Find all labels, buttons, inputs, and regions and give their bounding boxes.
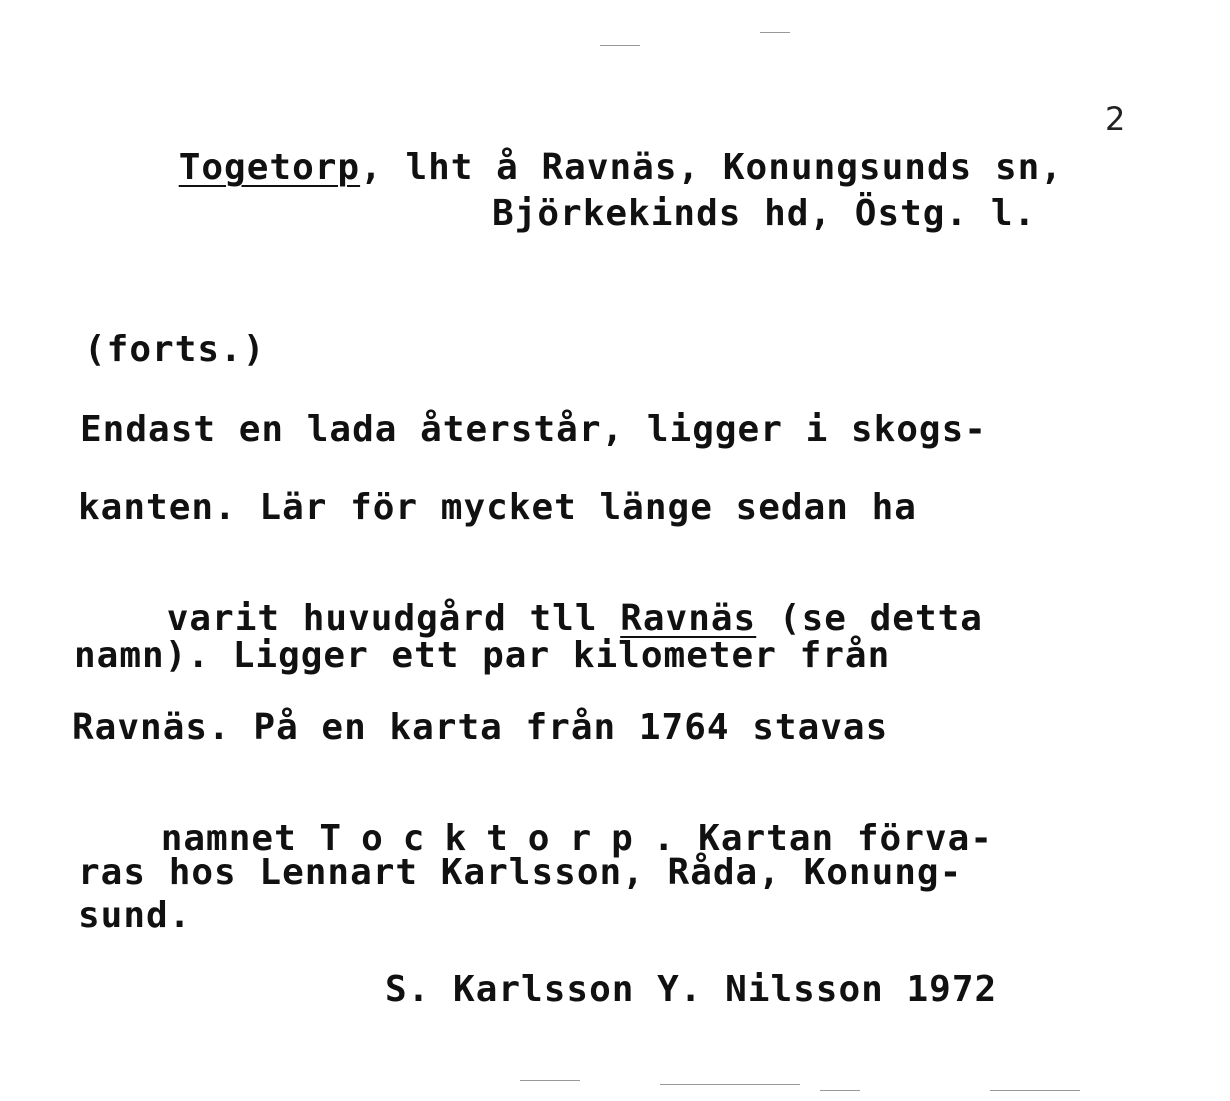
heading-location: , lht å Ravnäs, Konungsunds sn, [360,147,1063,188]
body-line-3-end: (se detta [756,598,983,639]
body-line-3-start: varit huvudgård tll [166,598,621,639]
body-line-7: ras hos Lennart Karlsson, Råda, Konung- [78,852,963,893]
scan-speck [990,1090,1080,1091]
body-line-8: sund. [78,895,192,936]
old-spelling: Tocktorp [319,818,653,859]
signature: S. Karlsson Y. Nilsson 1972 [385,969,998,1010]
body-line-1: Endast en lada återstår, ligger i skogs- [80,409,987,450]
scan-speck [760,32,790,33]
place-reference: Ravnäs [620,598,757,639]
scan-speck [660,1084,800,1085]
scan-speck [520,1080,580,1081]
page-number: 2 [1105,100,1127,138]
body-line-2: kanten. Lär för mycket länge sedan ha [78,487,917,528]
place-name: Togetorp [178,147,361,188]
body-line-6-end: . Kartan förva- [652,818,993,859]
scan-speck [600,45,640,46]
body-line-5: Ravnäs. På en karta från 1764 stavas [72,707,889,748]
body-line-4: namn). Ligger ett par kilometer från [74,635,891,676]
heading-line-2: Björkekinds hd, Östg. l. [492,193,1037,234]
continued-label: (forts.) [84,329,266,370]
scan-speck [820,1090,860,1091]
body-line-6-start: namnet [160,818,320,859]
